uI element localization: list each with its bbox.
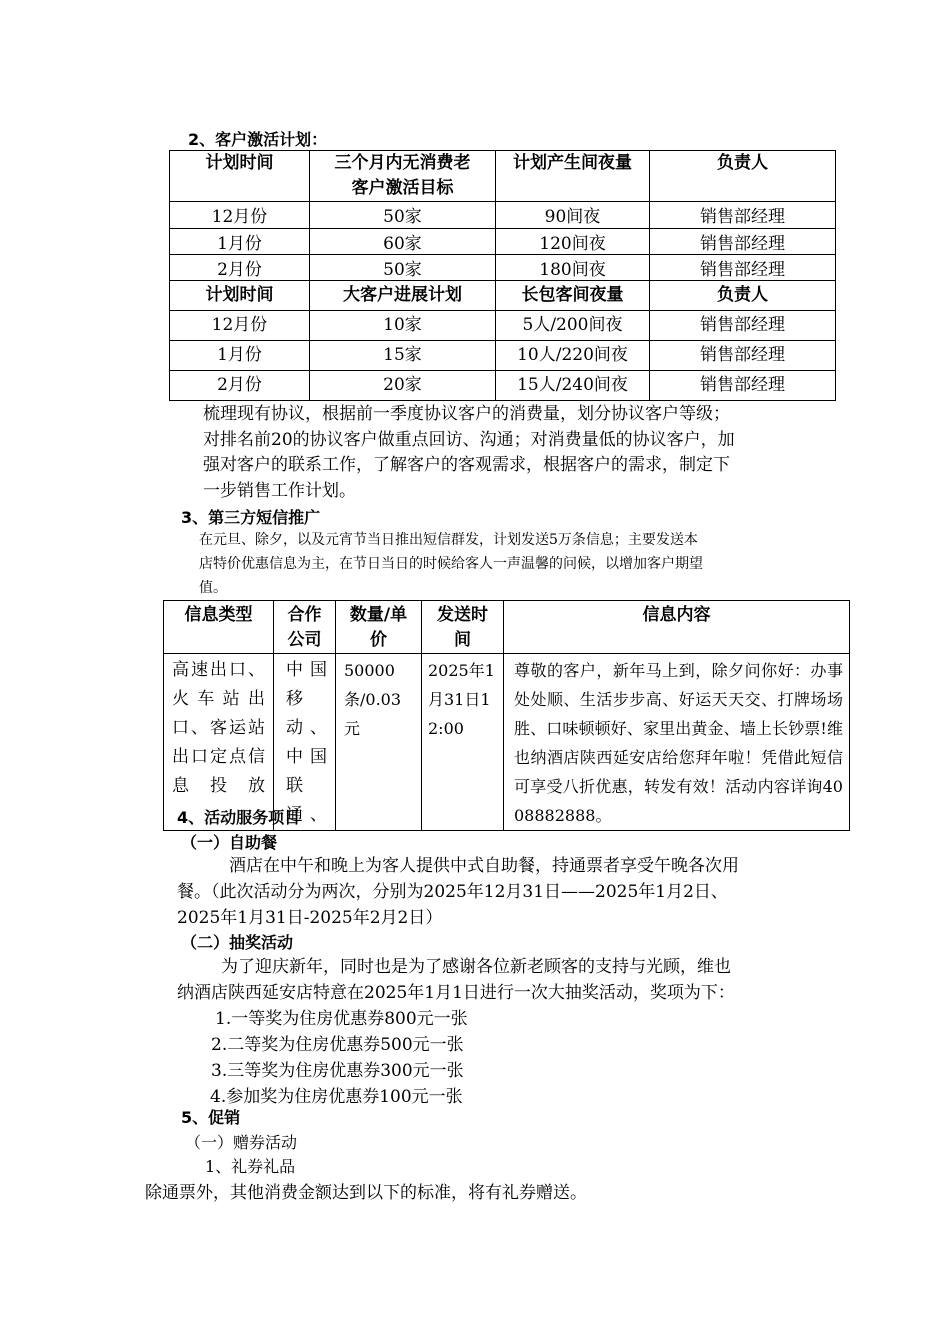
gift-voucher-item: 1、礼券礼品 [205,1157,296,1176]
table-cell: 销售部经理 [650,311,836,341]
paragraph-line: 强对客户的联系工作，了解客户的客观需求，根据客户的需求，制定下 [203,455,730,475]
table-cell: 60家 [310,229,496,255]
table-cell: 销售部经理 [650,229,836,255]
prize-item: 3.三等奖为住房优惠券300元一张 [211,1061,464,1081]
buffet-line-2: 餐。（此次活动分为两次，分别为2025年12月31日——2025年1月2日、 [177,882,728,902]
table-cell: 12月份 [170,311,310,341]
header-plan-time: 计划时间 [170,281,310,311]
table-cell: 50家 [310,202,496,229]
table-cell: 90间夜 [496,202,650,229]
table-cell: 销售部经理 [650,371,836,401]
table-cell: 180间夜 [496,255,650,281]
buffet-heading: （一）自助餐 [181,833,278,852]
header-plan-time: 计划时间 [170,151,310,202]
section2-heading: 2、客户激活计划： [188,130,328,149]
table-cell: 15家 [310,341,496,371]
voucher-paragraph: 除通票外，其他消费金额达到以下的标准，将有礼券赠送。 [145,1183,587,1203]
section3-heading: 3、第三方短信推广 [181,508,321,527]
section4-heading: 4、活动服务项目 [177,808,301,827]
lottery-heading: （二）抽奖活动 [181,933,294,952]
section2-paragraph [203,402,735,504]
cell-content: 尊敬的客户，新年马上到，除夕问你好：办事处处顺、生活步步高、好运天天交、打牌场场胜、口味顿顿好、家里出黄金、墙上长钞票!维也纳酒店陕西延安店给您拜年啦！凭借此短信可享受八折优惠，转发有效！活动内容详询4008882888。 [504,654,850,831]
paragraph-line: 值。 [199,580,227,596]
activation-table [169,150,836,401]
buffet-line-3: 2025年1月31日-2025年2月2日） [177,908,443,928]
table-cell: 5人/200间夜 [496,311,650,341]
cell-info-type: 高速出口、火车站出口、客运站出口定点信息投放 [164,654,274,831]
table-cell: 15人/240间夜 [496,371,650,401]
lottery-line-1: 为了迎庆新年，同时也是为了感谢各位新老顾客的支持与光顾，维也 [221,957,731,977]
paragraph-line: 一步销售工作计划。 [203,480,356,501]
lottery-line-2: 纳酒店陕西延安店特意在2025年1月1日进行一次大抽奖活动，奖项为下： [177,983,735,1003]
paragraph-line: 在元旦、除夕，以及元宵节当日推出短信群发，计划发送5万条信息；主要发送本 [199,532,698,548]
header-activation-target: 三个月内无消费老客户激活目标 [310,151,496,202]
table-cell: 销售部经理 [650,255,836,281]
section3-paragraph [199,528,703,600]
table-cell: 2月份 [170,255,310,281]
header-partner: 合作公司 [274,601,336,654]
table-cell: 1月份 [170,341,310,371]
header-room-nights: 计划产生间夜量 [496,151,650,202]
header-owner: 负责人 [650,151,836,202]
table-cell: 销售部经理 [650,341,836,371]
cell-partner-text: 中国移动、中国联通、 [286,660,327,825]
prize-list [210,1006,468,1110]
table-cell: 10家 [310,311,496,341]
header-send-time: 发送时间 [422,601,504,654]
table-cell: 20家 [310,371,496,401]
cell-partner [274,654,336,831]
table-cell: 1月份 [170,229,310,255]
voucher-activity-heading: （一）赠券活动 [185,1133,298,1152]
paragraph-line: 梳理现有协议，根据前一季度协议客户的消费量，划分协议客户等级； [203,404,730,424]
cell-send-time: 2025年1月31日12:00 [422,654,504,831]
paragraph-line: 店特价优惠信息为主，在节日当日的时候给客人一声温馨的问候，以增加客户期望 [199,556,703,572]
sms-table [163,600,850,831]
section5-heading: 5、促销 [181,1108,241,1127]
header-owner: 负责人 [650,281,836,311]
table-cell: 2月份 [170,371,310,401]
header-info-type: 信息类型 [164,601,274,654]
paragraph-line: 对排名前20的协议客户做重点回访、沟通；对消费量低的协议客户，加 [203,429,735,450]
header-qty-price: 数量/单价 [336,601,422,654]
table-cell: 12月份 [170,202,310,229]
table-cell: 10人/220间夜 [496,341,650,371]
prize-item: 4.参加奖为住房优惠券100元一张 [210,1087,463,1107]
header-key-account-plan: 大客户进展计划 [310,281,496,311]
prize-item: 2.二等奖为住房优惠券500元一张 [211,1035,464,1055]
header-content: 信息内容 [504,601,850,654]
prize-item: 1.一等奖为住房优惠券800元一张 [215,1009,468,1029]
table-cell: 销售部经理 [650,202,836,229]
buffet-line-1: 酒店在中午和晚上为客人提供中式自助餐，持通票者享受午晚各次用 [229,856,739,876]
cell-qty-price: 50000条/0.03元 [336,654,422,831]
table-cell: 120间夜 [496,229,650,255]
table-cell: 50家 [310,255,496,281]
header-long-stay-nights: 长包客间夜量 [496,281,650,311]
